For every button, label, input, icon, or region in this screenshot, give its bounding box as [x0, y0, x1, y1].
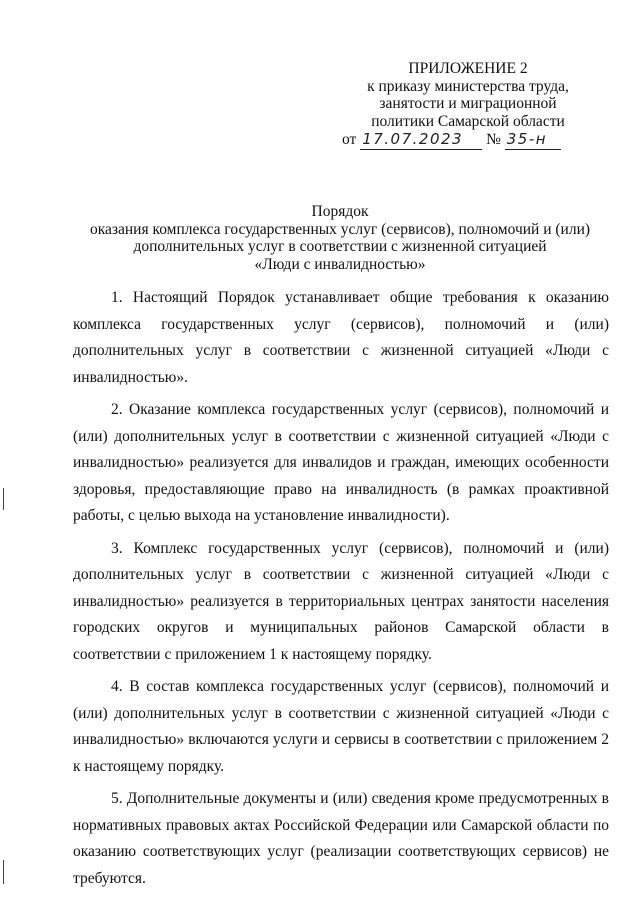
scan-edge-mark [3, 860, 4, 884]
paragraph: 2. Оказание комплекса государственных услуг (сервисов), полномочий и (или) дополнительных услуг в соответствии с жизненной ситуацией «Люди с инвалидностью» реализуется для инвалидов и граждан, имеющих особенности здоровья, предоставляющие право на инвалидность (в рамках проактивной работы, с целью выхода на установление инвалидности). [73, 401, 609, 524]
document-title [70, 203, 610, 273]
annex-header [338, 60, 598, 150]
handwritten-number: 35-н [505, 131, 561, 150]
order-date-number [338, 131, 598, 150]
annex-title: ПРИЛОЖЕНИЕ 2 [408, 60, 528, 77]
number-label: № [486, 131, 501, 148]
title-line: оказания комплекса государственных услуг (сервисов), полномочий и (или) [89, 220, 591, 238]
annex-line: к приказу министерства труда, [367, 77, 569, 95]
title-line: «Люди с инвалидностью» [254, 255, 426, 273]
handwritten-date: 17.07.2023 [360, 131, 482, 150]
title-line: Порядок [311, 203, 369, 220]
document-body [73, 285, 609, 898]
title-line: дополнительных услуг в соответствии с жизненной ситуацией [133, 238, 547, 255]
paragraph: 5. Дополнительные документы и (или) сведения кроме предусмотренных в нормативных правовых актах Российской Федерации или Самарской области по оказанию соответствующих услуг (реализации соответствующих сервисов) не требуются. [73, 790, 609, 887]
paragraph: 1. Настоящий Порядок устанавливает общие требования к оказанию комплекса государственных услуг (сервисов), полномочий и (или) дополнительных услуг в соответствии с жизненной ситуацией «Люди с инвалидностью». [73, 289, 609, 386]
paragraph: 3. Комплекс государственных услуг (сервисов), полномочий и (или) дополнительных услуг в соответствии с жизненной ситуацией «Люди с инвалидностью» реализуется в территориальных центрах занятости населения городских округов и муниципальных районов Самарской области в соответствии с приложением 1 к настоящему порядку. [73, 539, 609, 663]
from-label: от [342, 131, 357, 148]
scan-edge-mark [3, 488, 4, 510]
paragraph: 4. В состав комплекса государственных услуг (сервисов), полномочий и (или) дополнительных услуг в соответствии с жизненной ситуацией «Люди с инвалидностью» включаются услуги и сервисы в соответствии с приложением 2 к настоящему порядку. [73, 678, 609, 775]
annex-line: политики Самарской области [371, 112, 565, 130]
annex-line: занятости и миграционной [379, 95, 557, 112]
